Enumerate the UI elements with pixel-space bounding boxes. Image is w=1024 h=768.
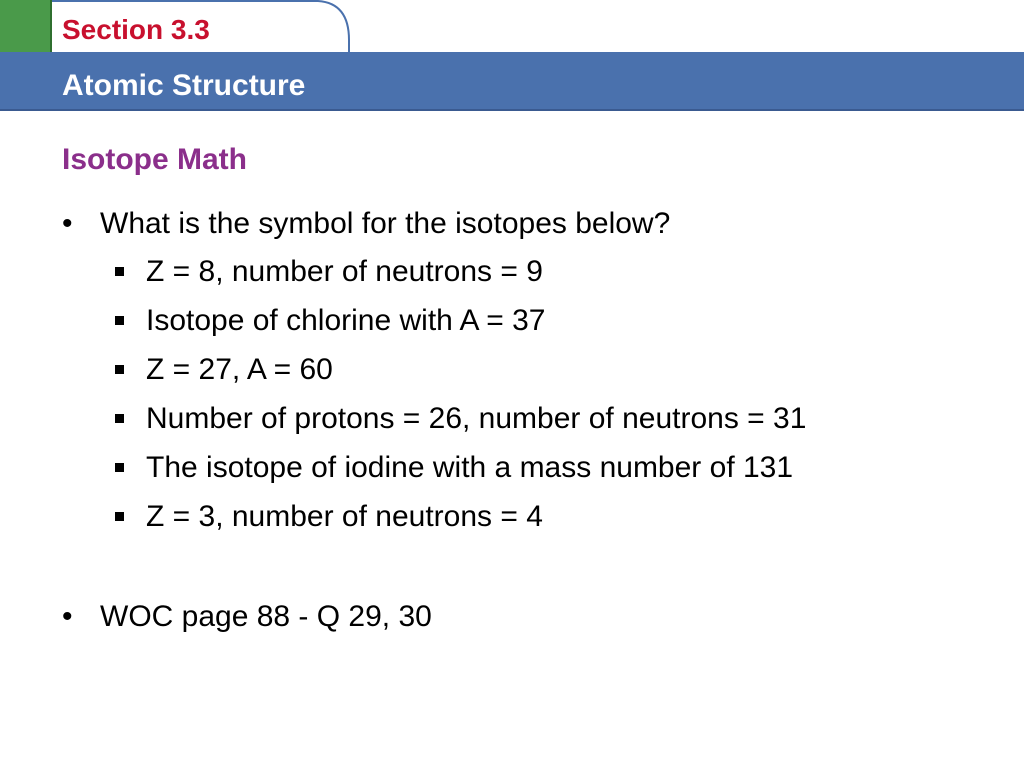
bullet-marker: • — [62, 600, 73, 633]
square-bullet-icon — [115, 463, 124, 472]
square-bullet-icon — [115, 365, 124, 374]
sub-bullet-text: The isotope of iodine with a mass number of 131 — [146, 451, 794, 484]
section-label: Section 3.3 — [62, 14, 210, 45]
square-bullet-icon — [115, 316, 124, 325]
square-bullet-icon — [115, 267, 124, 276]
square-bullet-icon — [115, 512, 124, 521]
bullet-text: WOC page 88 - Q 29, 30 — [100, 600, 432, 633]
sub-bullet-text: Z = 8, number of neutrons = 9 — [146, 255, 543, 288]
bullet-text: What is the symbol for the isotopes below? — [100, 207, 671, 240]
sub-bullet-text: Number of protons = 26, number of neutrons = 31 — [146, 402, 807, 435]
sub-bullet-text: Isotope of chlorine with A = 37 — [146, 304, 546, 337]
square-bullet-icon — [115, 414, 124, 423]
slide-title: Isotope Math — [62, 143, 247, 176]
chapter-title: Atomic Structure — [62, 69, 306, 102]
bullet-marker: • — [62, 207, 73, 240]
sub-bullet-text: Z = 3, number of neutrons = 4 — [146, 500, 543, 533]
sub-bullet-text: Z = 27, A = 60 — [146, 353, 333, 386]
